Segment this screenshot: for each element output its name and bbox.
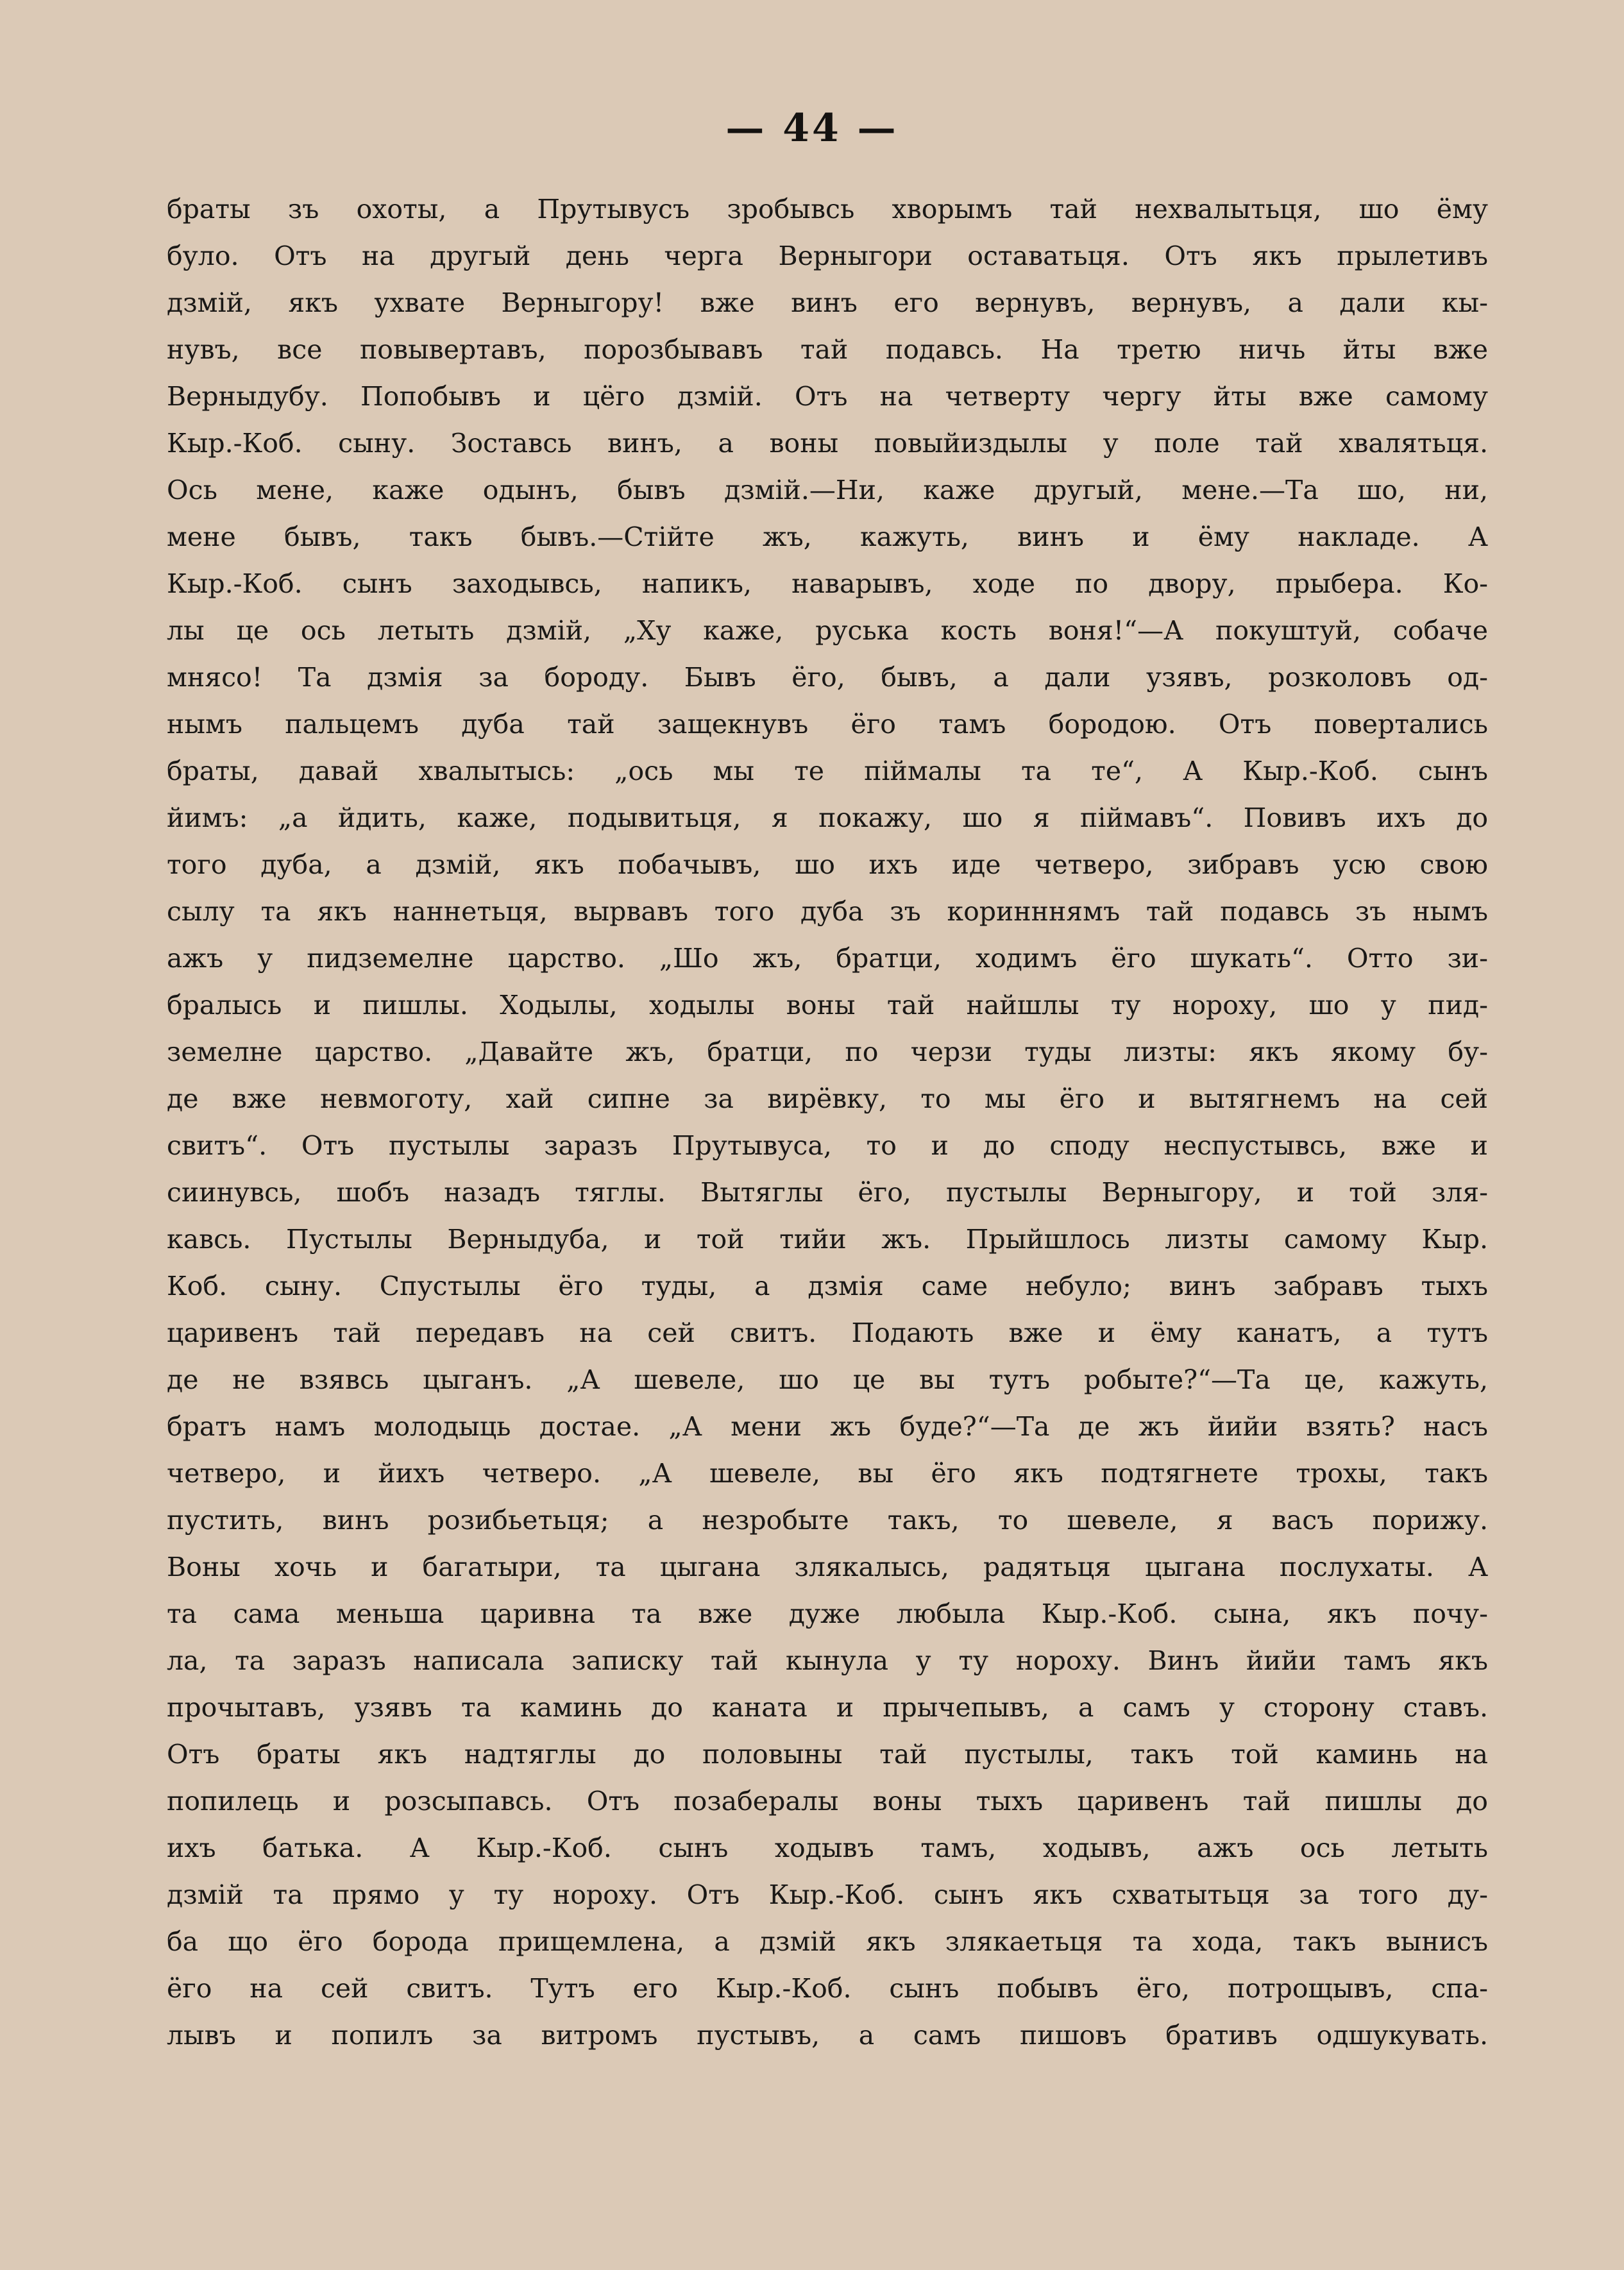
text-line: ёго на сей свитъ. Тутъ его Кыр.-Коб. сынъ побывъ ёго, потрощывъ, спа-	[167, 1973, 1488, 2004]
text-line: де вже невмоготу, хай сипне за вирёвку, то мы ёго и вытягнемъ на сей	[167, 1083, 1488, 1114]
text-line: та сама меньша царивна та вже дуже любыла Кыр.-Коб. сына, якъ почу-	[167, 1598, 1488, 1629]
text-line: мене бывъ, такъ бывъ.—Стійте жъ, кажуть, винъ и ёму накладе. А	[167, 521, 1488, 552]
text-line: Ось мене, каже одынъ, бывъ дзмій.—Ни, каже другый, мене.—Та шо, ни,	[167, 475, 1488, 505]
text-line: йимъ: „а йдить, каже, подывитьця, я покажу, шо я піймавъ“. Повивъ ихъ до	[167, 802, 1488, 833]
text-line: бралысь и пишлы. Ходылы, ходылы воны тай найшлы ту нороху, шо у пид-	[167, 990, 1488, 1021]
text-line: ихъ батька. А Кыр.-Коб. сынъ ходывъ тамъ, ходывъ, ажъ ось летыть	[167, 1833, 1488, 1863]
body-text	[167, 186, 1488, 2059]
text-line: сиинувсь, шобъ назадъ тяглы. Вытяглы ёго, пустылы Верныгору, и той зля-	[167, 1177, 1488, 1208]
text-line: братъ намъ молодыць достае. „А мени жъ буде?“—Та де жъ йийи взять? насъ	[167, 1411, 1488, 1442]
text-line: мнясо! Та дзмія за бороду. Бывъ ёго, бывъ, а дали узявъ, розколовъ од-	[167, 662, 1488, 693]
text-line: ажъ у пидземелне царство. „Шо жъ, братци, ходимъ ёго шукать“. Отто зи-	[167, 943, 1488, 974]
text-line: земелне царство. „Давайте жъ, братци, по черзи туды лизты: якъ якому бу-	[167, 1037, 1488, 1067]
text-line: свитъ“. Отъ пустылы заразъ Прутывуса, то и до споду неспустывсь, вже и	[167, 1130, 1488, 1161]
text-line: пустить, винъ розибьетьця; а незробыте такъ, то шевеле, я васъ порижу.	[167, 1505, 1488, 1536]
text-line: браты зъ охоты, а Прутывусъ зробывсь хворымъ тай нехвалытьця, шо ёму	[167, 194, 1488, 224]
text-line: нымъ пальцемъ дуба тай защекнувъ ёго тамъ бородою. Отъ повертались	[167, 709, 1488, 740]
text-line: дзмій та прямо у ту нороху. Отъ Кыр.-Коб. сынъ якъ схватытьця за того ду-	[167, 1879, 1488, 1910]
text-line: прочытавъ, узявъ та каминь до каната и прычепывъ, а самъ у сторону ставъ.	[167, 1692, 1488, 1723]
text-line: Кыр.-Коб. сынъ заходывсь, напикъ, наварывъ, ходе по двору, прыбера. Ко-	[167, 568, 1488, 599]
text-line: Коб. сыну. Спустылы ёго туды, а дзмія саме небуло; винъ забравъ тыхъ	[167, 1271, 1488, 1301]
text-line: дзмій, якъ ухвате Верныгору! вже винъ его вернувъ, вернувъ, а дали кы-	[167, 287, 1488, 318]
text-line: сылу та якъ наннетьця, вырвавъ того дуба зъ коринннямъ тай подавсь зъ нымъ	[167, 896, 1488, 927]
text-line: четверо, и йихъ четверо. „А шевеле, вы ёго якъ подтягнете трохы, такъ	[167, 1458, 1488, 1489]
page-number: — 44 —	[725, 106, 899, 151]
text-line: де не взявсь цыганъ. „А шевеле, шо це вы тутъ робыте?“—Та це, кажуть,	[167, 1364, 1488, 1395]
text-line: Кыр.-Коб. сыну. Зоставсь винъ, а воны повыйиздылы у поле тай хвалятьця.	[167, 428, 1488, 459]
text-line: Воны хочь и багатыри, та цыгана злякалысь, радятьця цыгана послухаты. А	[167, 1552, 1488, 1582]
text-line: нувъ, все повывертавъ, порозбывавъ тай подавсь. На третю ничь йты вже	[167, 334, 1488, 365]
text-line: Отъ браты якъ надтяглы до половыны тай пустылы, такъ той каминь на	[167, 1739, 1488, 1770]
text-line: браты, давай хвалытысь: „ось мы те піймалы та те“, А Кыр.-Коб. сынъ	[167, 756, 1488, 786]
text-line: лывъ и попилъ за витромъ пустывъ, а самъ пишовъ бративъ одшукувать.	[167, 2020, 1488, 2051]
text-line: ба що ёго борода прищемлена, а дзмій якъ злякаетьця та хода, такъ вынисъ	[167, 1926, 1488, 1957]
text-line: кавсь. Пустылы Верныдуба, и той тийи жъ. Прыйшлось лизты самому Кыр.	[167, 1224, 1488, 1255]
text-line: Верныдубу. Попобывъ и цёго дзмій. Отъ на четверту чергу йты вже самому	[167, 381, 1488, 412]
text-line: попилець и розсыпавсь. Отъ позабералы воны тыхъ царивенъ тай пишлы до	[167, 1786, 1488, 1817]
text-line: лы це ось летыть дзмій, „Ху каже, руська кость воня!“—А покуштуй, собаче	[167, 615, 1488, 646]
text-line: того дуба, а дзмій, якъ побачывъ, шо ихъ иде четверо, зибравъ усю свою	[167, 849, 1488, 880]
text-line: було. Отъ на другый день черга Верныгори оставатьця. Отъ якъ прылетивъ	[167, 241, 1488, 271]
text-line: ла, та заразъ написала записку тай кынула у ту нороху. Винъ йийи тамъ якъ	[167, 1645, 1488, 1676]
text-line: царивенъ тай передавъ на сей свитъ. Подають вже и ёму канатъ, а тутъ	[167, 1317, 1488, 1348]
